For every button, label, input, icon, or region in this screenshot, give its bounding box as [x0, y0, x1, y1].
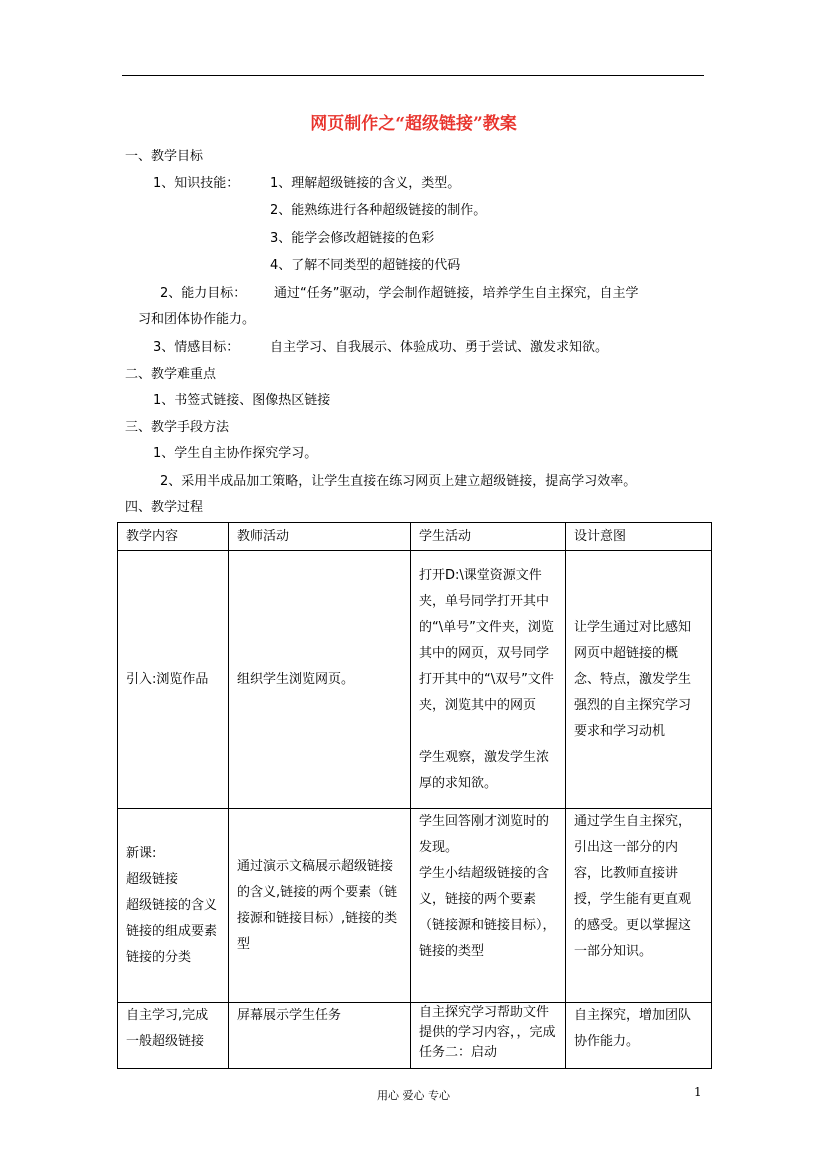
section-heading-4: 四、教学过程	[125, 500, 204, 515]
teaching-process-table	[117, 522, 712, 1069]
knowledge-item-2: 2、能熟练进行各种超级链接的制作。	[270, 203, 487, 218]
table-row	[118, 551, 712, 809]
row3-student: 自主探究学习帮助文件提供的学习内容，，完成任务二：启动	[411, 1003, 566, 1069]
page-number: 1	[694, 1085, 702, 1099]
difficulty-item-1: 1、书签式链接、图像热区链接	[153, 393, 331, 408]
table-row	[118, 809, 712, 1003]
table-row	[118, 1003, 712, 1069]
knowledge-item-1: 1、理解超级链接的含义，类型。	[270, 176, 461, 191]
header-rule	[122, 75, 704, 76]
method-item-2: 2、采用半成品加工策略，让学生直接在练习网页上建立超级链接，提高学习效率。	[160, 474, 637, 489]
ability-text-a: 通过“任务”驱动，学会制作超链接，培养学生自主探究，自主学	[274, 286, 639, 301]
row2-content-2: 超级链接	[126, 871, 179, 887]
row1-student-b: 学生观察，激发学生浓厚的求知欲。	[419, 749, 550, 791]
row2-teacher: 通过演示文稿展示超级链接的含义,链接的两个要素（链接源和链接目标）,链接的类型	[229, 809, 411, 1003]
row2-content-5: 链接的分类	[126, 949, 192, 965]
row2-content-4: 链接的组成要素	[126, 923, 218, 939]
row1-teacher: 组织学生浏览网页。	[229, 551, 411, 809]
row2-student-b: 学生小结超级链接的含义，链接的两个要素（链接源和链接目标），链接的类型	[419, 866, 556, 959]
row2-content-1: 新课:	[126, 845, 157, 861]
header-intent: 设计意图	[566, 523, 712, 551]
row1-student-gap	[419, 719, 557, 745]
row1-student	[411, 551, 566, 809]
row1-intent: 让学生通过对比感知网页中超链接的概念、特点，激发学生强烈的自主探究学习要求和学习动机	[566, 551, 712, 809]
section-heading-2: 二、教学难重点	[125, 367, 217, 382]
row1-student-a: 打开D:\课堂资源文件夹，单号同学打开其中的“\单号”文件夹，浏览其中的网页，双号同学打开其中的“\双号”文件夹，浏览其中的网页	[419, 567, 554, 713]
row3-content: 自主学习,完成一般超级链接	[118, 1003, 229, 1069]
header-teacher: 教师活动	[229, 523, 411, 551]
ability-label: 2、能力目标：	[160, 286, 247, 301]
row2-content	[118, 809, 229, 1003]
row2-intent: 通过学生自主探究，引出这一部分的内容，比教师直接讲授，学生能有更直观的感受。更以掌握这一部分知识。	[566, 809, 712, 1003]
header-content: 教学内容	[118, 523, 229, 551]
section-heading-1: 一、教学目标	[125, 149, 204, 164]
page-footer: 用心 爱心 专心	[377, 1089, 450, 1102]
knowledge-label: 1、知识技能：	[153, 176, 240, 191]
knowledge-item-3: 3、能学会修改超链接的色彩	[270, 231, 435, 246]
emotion-label: 3、情感目标：	[153, 340, 240, 355]
row2-student-a: 学生回答刚才浏览时的发现。	[419, 814, 550, 855]
row2-student	[411, 809, 566, 1003]
header-student: 学生活动	[411, 523, 566, 551]
knowledge-item-4: 4、了解不同类型的超链接的代码	[270, 258, 461, 273]
emotion-text: 自主学习、自我展示、体验成功、勇于尝试、激发求知欲。	[270, 340, 609, 355]
row2-content-3: 超级链接的含义	[126, 897, 218, 913]
ability-text-b: 习和团体协作能力。	[138, 312, 256, 327]
row3-teacher: 屏幕展示学生任务	[229, 1003, 411, 1069]
row3-intent: 自主探究，增加团队协作能力。	[566, 1003, 712, 1069]
table-header-row	[118, 523, 712, 551]
row1-content: 引入:浏览作品	[118, 551, 229, 809]
page-title: 网页制作之“超级链接”教案	[310, 114, 517, 134]
method-item-1: 1、学生自主协作探究学习。	[153, 446, 318, 461]
section-heading-3: 三、教学手段方法	[125, 420, 230, 435]
